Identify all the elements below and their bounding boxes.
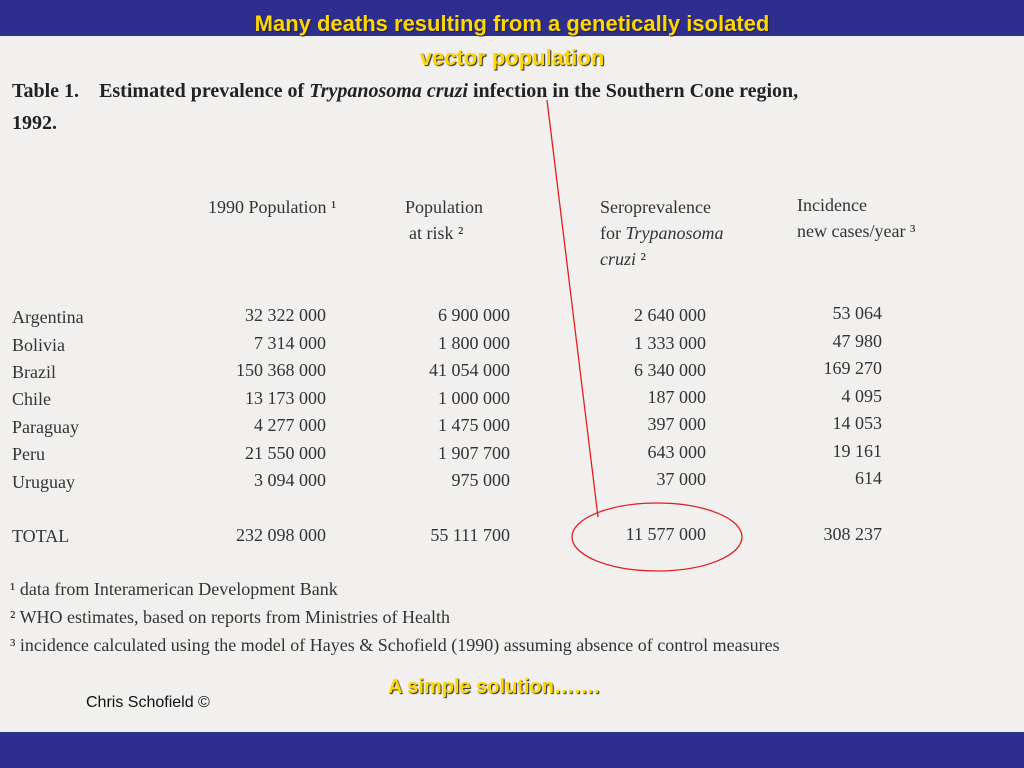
at-risk-cell: 6 900 000 xyxy=(438,305,510,325)
header-sero-species: cruzi xyxy=(600,249,636,269)
at-risk-cell: 1 800 000 xyxy=(438,333,510,353)
header-incidence-line-2: new cases/year ³ xyxy=(797,221,916,241)
seroprevalence-cell: 643 000 xyxy=(647,442,706,462)
total-label: TOTAL xyxy=(12,526,70,546)
country-cell: Chile xyxy=(12,389,51,409)
at-risk-cell: 975 000 xyxy=(451,470,510,490)
footnote-1: ¹ data from Interamerican Development Bank xyxy=(10,579,338,599)
incidence-cell: 4 095 xyxy=(841,386,882,406)
header-population: 1990 Population ¹ xyxy=(208,197,337,217)
at-risk-cell: 1 000 000 xyxy=(438,388,510,408)
seroprevalence-cell: 187 000 xyxy=(647,387,706,407)
caption-year: 1992. xyxy=(12,112,57,134)
population-cell: 7 314 000 xyxy=(254,333,326,353)
seroprevalence-cell: 37 000 xyxy=(656,469,706,489)
incidence-cell: 614 xyxy=(855,468,882,488)
header-sero-genus: Trypanosoma xyxy=(625,223,724,243)
total-population: 232 098 000 xyxy=(236,525,326,545)
slide-subtitle: A simple solution……. xyxy=(388,676,600,698)
annotation-ellipse xyxy=(572,503,742,571)
header-at-risk-line-1: Population xyxy=(405,197,484,217)
incidence-cell: 53 064 xyxy=(832,303,882,323)
country-cell: Brazil xyxy=(12,362,56,382)
country-cell: Peru xyxy=(12,444,45,464)
population-cell: 32 322 000 xyxy=(245,305,326,325)
at-risk-cell: 1 907 700 xyxy=(438,443,510,463)
header-incidence-line-1: Incidence xyxy=(797,195,867,215)
seroprevalence-cell: 397 000 xyxy=(647,414,706,434)
total-incidence: 308 237 xyxy=(823,524,882,544)
total-seroprevalence: 11 577 000 xyxy=(625,524,706,544)
annotation-pointer-line xyxy=(547,100,598,517)
header-sero-footnote-mark: ² xyxy=(636,249,646,269)
caption-prefix: Table 1. xyxy=(12,80,80,102)
population-cell: 21 550 000 xyxy=(245,443,326,463)
header-sero-for: for xyxy=(600,223,621,243)
at-risk-cell: 1 475 000 xyxy=(438,415,510,435)
incidence-cell: 19 161 xyxy=(832,441,882,461)
country-cell: Uruguay xyxy=(12,472,75,492)
population-cell: 4 277 000 xyxy=(254,415,326,435)
population-cell: 3 094 000 xyxy=(254,470,326,490)
caption-text-a: Estimated prevalence of xyxy=(99,80,305,102)
footnote-3: ³ incidence calculated using the model of Hayes & Schofield (1990) assuming absence of control measures xyxy=(10,635,780,655)
country-cell: Paraguay xyxy=(12,417,79,437)
header-at-risk-line-2: at risk ² xyxy=(409,223,464,243)
caption-species: Trypanosoma cruzi xyxy=(309,80,468,102)
country-cell: Argentina xyxy=(12,307,84,327)
incidence-cell: 169 270 xyxy=(823,358,882,378)
author-credit: Chris Schofield © xyxy=(86,694,210,711)
seroprevalence-cell: 6 340 000 xyxy=(634,360,706,380)
seroprevalence-cell: 1 333 000 xyxy=(634,333,706,353)
slide-title-line-1: Many deaths resulting from a genetically isolated xyxy=(254,11,770,36)
total-at-risk: 55 111 700 xyxy=(430,525,510,545)
caption-text-b: infection in the Southern Cone region, xyxy=(472,80,799,102)
seroprevalence-cell: 2 640 000 xyxy=(634,305,706,325)
at-risk-cell: 41 054 000 xyxy=(429,360,510,380)
header-sero-line-1: Seroprevalence xyxy=(600,197,711,217)
country-cell: Bolivia xyxy=(12,335,65,355)
population-cell: 150 368 000 xyxy=(236,360,326,380)
footnote-2: ² WHO estimates, based on reports from Ministries of Health xyxy=(10,607,450,627)
incidence-cell: 47 980 xyxy=(832,331,882,351)
population-cell: 13 173 000 xyxy=(245,388,326,408)
slide-title-line-2: vector population xyxy=(419,45,605,70)
incidence-cell: 14 053 xyxy=(832,413,882,433)
